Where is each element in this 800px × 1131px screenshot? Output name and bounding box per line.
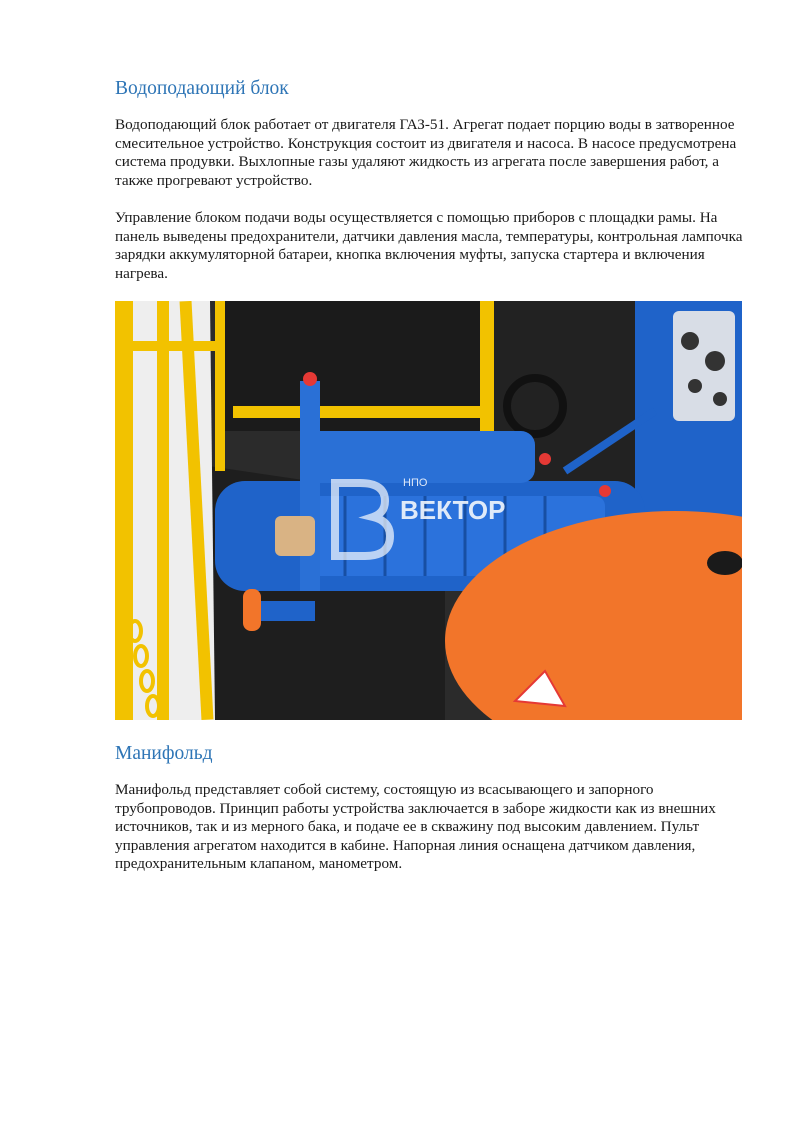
pump-unit-photo bbox=[115, 301, 742, 720]
paragraph-water-block-2: Управление блоком подачи воды осуществляется с помощью приборов с площадки рамы. На панель выведены предохранители, датчики давления масла, температуры, контрольная лампочка зарядки аккумуляторной батареи, кнопка включения муфты, запуска стартера и включения нагрева. bbox=[115, 209, 743, 282]
watermark-prefix: НПО bbox=[403, 477, 428, 489]
paragraph-manifold-1: Манифольд представляет собой систему, состоящую из всасывающего и запорного трубопроводов. Принцип работы устройства заключается в заборе жидкости как из внешних источников, так и из мерного бака, и подаче ее в скважину под высоким давлением. Пульт управления агрегатом находится в кабине. Напорная линия оснащена датчиком давления, предохранительным клапаном, манометром. bbox=[115, 781, 716, 873]
watermark-brand: ВЕКТОР bbox=[400, 495, 506, 525]
section-heading-water-block: Водоподающий блок bbox=[115, 78, 289, 99]
section-heading-manifold: Манифольд bbox=[115, 743, 213, 764]
paragraph-water-block-1: Водоподающий блок работает от двигателя ГАЗ-51. Агрегат подает порцию воды в затворенное смесительное устройство. Конструкция состоит из двигателя и насоса. В насосе предусмотрена система продувки. Выхлопные газы удаляют жидкость из агрегата после завершения работ, а также прогревают устройство. bbox=[115, 116, 737, 189]
